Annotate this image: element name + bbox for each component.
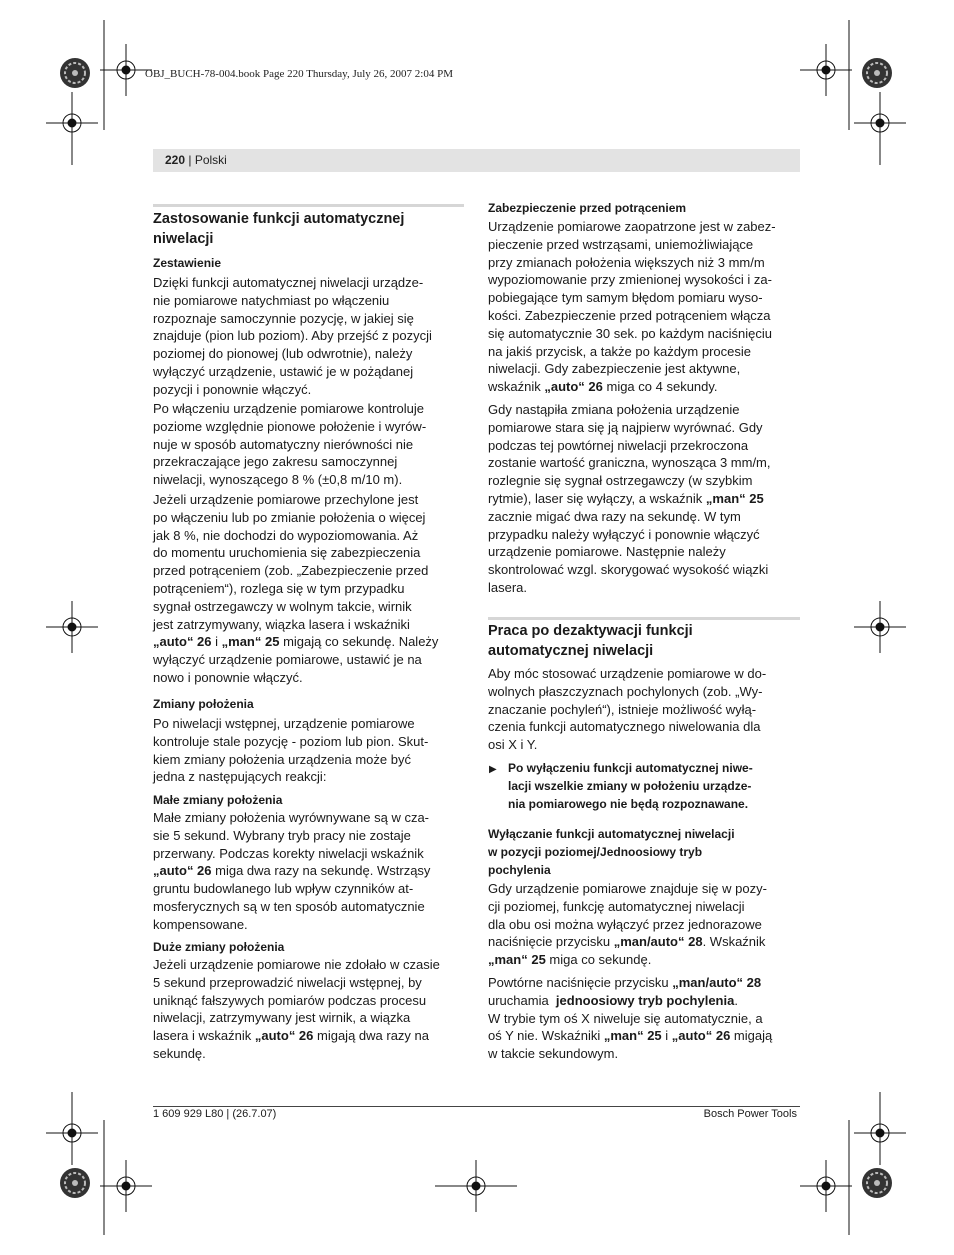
text-line: niwelacji, zatrzymywany jest wirnik, a wiązka: [153, 1010, 411, 1026]
text-line: Aby móc stosować urządzenie pomiarowe w do-: [488, 666, 767, 681]
text-run: migają dwa razy na: [313, 1028, 430, 1044]
text-line: [488, 992, 772, 1010]
text-line: [488, 951, 767, 969]
print-info: OBJ_BUCH-78-004.book Page 220 Thursday, July 26, 2007 2:04 PM: [145, 68, 454, 80]
text-line: poziomej do pionowej (lub odwrotnie), należy: [153, 346, 413, 362]
paragraph: [153, 956, 440, 1063]
text-line: na jakiś przycisk, a także po każdym procesie: [488, 343, 751, 359]
section-heading: [488, 621, 693, 661]
text-line: uniknąć fałszywych pomiarów podczas procesu: [153, 992, 427, 1008]
header-separator: |: [185, 153, 195, 167]
text-line: lacji wszelkie zmiany w położeniu urządze-: [508, 778, 752, 793]
text-line: przed potrąceniem (zob. „Zabezpieczenie przed: [153, 563, 429, 579]
heading-line: niwelacji: [153, 231, 214, 247]
button-ref: „man/auto“ 28: [672, 975, 762, 990]
text-line: nowo i ponownie włączyć.: [153, 669, 303, 685]
mode-ref: jednoosiowy tryb pochylenia: [555, 992, 735, 1008]
crosshair-icon: [800, 1160, 852, 1212]
crosshair-icon: [854, 601, 906, 653]
paragraph: [488, 218, 776, 396]
color-target-icon: [60, 1168, 90, 1198]
indicator-ref: „man“ 25: [705, 490, 764, 506]
text-line: wyłączyć urządzenie, ustawić je w pożądanej: [153, 363, 414, 379]
indicator-ref: „man“ 25: [221, 634, 280, 650]
indicator-ref: „man“ 25: [488, 952, 546, 968]
title-line: w pozycji poziomej/Jednoosiowy tryb: [488, 845, 703, 859]
section-rule: [488, 617, 800, 620]
heading-line: automatycznej niwelacji: [488, 643, 654, 659]
text-line: czenia funkcji automatycznego niwelowania dla: [488, 719, 761, 735]
header-language: Polski: [194, 153, 227, 167]
text-line: Gdy nastąpiła zmiana położenia urządzenie: [488, 402, 740, 417]
text-line: Jeżeli urządzenie pomiarowe przechylone jest: [153, 492, 419, 507]
text-line: nuje w sposób automatyczny nierówności nie: [153, 436, 414, 452]
text-line: nie pomiarowe natychmiast po włączeniu: [153, 292, 390, 308]
text-run: lasera i wskaźnik: [153, 1028, 255, 1044]
title-line: pochylenia: [488, 863, 551, 877]
text-line: sie 5 sekund. Wybrany tryb pracy nie zostaje: [153, 827, 411, 843]
paragraph: [488, 665, 766, 754]
text-line: wyłączyć urządzenie pomiarowe, ustawić je na: [153, 652, 422, 668]
paragraph: [153, 274, 432, 399]
text-line: jedna z następujących reakcji:: [153, 769, 327, 785]
text-run: oś Y nie. Wskaźniki: [488, 1028, 604, 1044]
crosshair-icon: [435, 1160, 517, 1212]
text-line: osi X i Y.: [488, 737, 538, 753]
text-run: . Wskaźnik: [702, 934, 766, 950]
subsection-title: Zabezpieczenie przed potrąceniem: [488, 201, 687, 215]
button-ref: „man/auto“ 28: [613, 934, 703, 950]
text-run: Powtórne naciśnięcie przycisku: [488, 975, 673, 990]
text-line: dla obu osi można wyłączyć przez jednorazowe: [488, 916, 762, 932]
text-line: Jeżeli urządzenie pomiarowe nie zdołało w czasie: [153, 957, 440, 972]
paragraph: [153, 715, 428, 786]
text-line: urządzenie pomiarowe. Następnie należy: [488, 544, 726, 560]
text-line: sygnał ostrzegawczy w wolnym takcie, wirnik: [153, 598, 412, 614]
text-line: pieczenie przed wstrząsami, uniemożliwiające: [488, 236, 754, 252]
text-line: po włączeniu lub po zmianie położenia o więcej: [153, 509, 426, 525]
text-run: i: [661, 1028, 672, 1044]
text-line: [488, 490, 771, 508]
paragraph: [153, 400, 426, 489]
text-line: [488, 1027, 772, 1045]
text-line: kiem zmiany położenia urządzenia może być: [153, 751, 411, 767]
text-line: mosferycznych są w ten sposób automatycznie: [153, 898, 425, 914]
text-line: Po włączeniu urządzenie pomiarowe kontroluje: [153, 401, 424, 416]
text-line: pozycji i ponownie włączyć.: [153, 381, 312, 397]
text-line: W trybie tym oś X niweluje się automatycznie, a: [488, 1010, 763, 1026]
text-line: [153, 633, 438, 651]
text-line: potrąceniem“), rozlega się w tym przypadku: [153, 580, 405, 596]
text-line: niwelacji, wynoszącego 8 % (±0,8 m/10 m).: [153, 472, 403, 488]
text-line: się automatycznie 30 sek. po każdym naciśnięciu: [488, 325, 772, 341]
footer-rule: [153, 1106, 800, 1107]
text-line: wolnych płaszczyznach pochylonych (zob. „Wy-: [488, 683, 763, 699]
paragraph: [488, 974, 772, 1063]
page-header: [153, 149, 800, 172]
footer-brand: Bosch Power Tools: [703, 1108, 797, 1120]
color-target-icon: [862, 1168, 892, 1198]
text-line: niwelacji. Gdy zabezpieczenie jest aktywne,: [488, 361, 741, 377]
indicator-ref: „auto“ 26: [153, 634, 212, 650]
text-run: wskaźnik: [488, 379, 545, 395]
heading-line: Praca po dezaktywacji funkcji: [488, 623, 693, 639]
text-line: [488, 378, 776, 396]
footer-doc-number: 1 609 929 L80 | (26.7.07): [153, 1108, 277, 1120]
text-run: miga co 4 sekundy.: [602, 379, 718, 395]
color-target-icon: [862, 58, 892, 88]
text-line: przerwany. Podczas korekty niwelacji wskaźnik: [153, 845, 424, 861]
crosshair-icon: [854, 1107, 906, 1159]
text-line: Po wyłączeniu funkcji automatycznej niwe-: [508, 761, 753, 775]
crosshair-icon: [100, 1160, 152, 1212]
subsection-title: Duże zmiany położenia: [153, 940, 285, 954]
text-line: przypadku należy wyłączyć i ponownie włączyć: [488, 526, 760, 542]
text-line: Po niwelacji wstępnej, urządzenie pomiarowe: [153, 716, 415, 731]
text-line: Dzięki funkcji automatycznej niwelacji urządze-: [153, 275, 424, 290]
text-line: poziome względnie pionowe położenie i wyrów-: [153, 418, 427, 434]
crosshair-icon: [800, 44, 852, 96]
indicator-ref: „man“ 25: [603, 1028, 662, 1044]
text-line: Małe zmiany położenia wyrównywane są w cza-: [153, 810, 430, 825]
indicator-ref: „auto“ 26: [671, 1028, 731, 1044]
indicator-ref: „auto“ 26: [254, 1028, 314, 1044]
color-target-icon: [60, 58, 90, 88]
text-line: zacznie migać dwa razy na sekundę. W tym: [488, 508, 741, 524]
header-text: [165, 153, 227, 167]
text-line: jak 8 %, nie dochodzi do wypoziomowania. Aż: [153, 527, 419, 543]
bullet-item: [508, 760, 753, 813]
text-line: pobiegające tym samym błędom pomiaru wyso-: [488, 290, 763, 306]
page-number: 220: [165, 153, 186, 167]
text-line: podczas tej powtórnej niwelacji przekroczona: [488, 437, 749, 453]
paragraph: [488, 401, 771, 597]
subsection-title: [488, 825, 735, 879]
section-rule: [153, 204, 464, 207]
title-line: Wyłączanie funkcji automatycznej niwelacji: [488, 827, 735, 841]
text-line: cji poziomej, funkcję automatycznej niwelacji: [488, 898, 745, 914]
crosshair-icon: [46, 97, 98, 149]
text-line: sekundę.: [153, 1045, 206, 1061]
text-line: [153, 862, 430, 880]
heading-line: Zastosowanie funkcji automatycznej: [153, 211, 405, 227]
text-line: do momentu uruchomienia się zabezpieczenia: [153, 545, 421, 561]
text-line: w takcie sekundowym.: [488, 1046, 619, 1062]
subsection-title: Zmiany położenia: [153, 697, 254, 711]
text-line: pomiarowe stara się ją najpierw wyrównać. Gdy: [488, 419, 763, 435]
text-run: i: [211, 634, 222, 650]
crosshair-icon: [854, 97, 906, 149]
text-line: jest zatrzymywany, wiązka lasera i wskaźniki: [153, 616, 410, 632]
text-line: Gdy urządzenie pomiarowe znajduje się w pozy-: [488, 881, 767, 896]
text-line: znajduje (pion lub poziom). Aby przejść z pozycji: [153, 328, 432, 344]
text-line: rozlegnie się sygnał ostrzegawczy (w szybkim: [488, 473, 753, 489]
subsection-title: Małe zmiany położenia: [153, 793, 283, 807]
text-line: rozpoznaje samoczynnie pozycję, w jakiej się: [153, 310, 414, 326]
text-line: przy zmianach położenia większych niż 3 mm/m: [488, 254, 765, 270]
text-line: gruntu budowlanego lub wpływ czynników at-: [153, 881, 414, 897]
text-line: zostanie wartość graniczna, wynosząca 3 mm/m,: [488, 455, 771, 471]
text-line: przekraczające jego zakresu samoczynnej: [153, 454, 398, 470]
text-run: migają: [730, 1028, 773, 1044]
bullet-arrow-icon: ▶: [489, 764, 497, 775]
text-run: uruchamia: [488, 992, 556, 1008]
crosshair-icon: [46, 1107, 98, 1159]
section-heading: [153, 209, 404, 249]
indicator-ref: „auto“ 26: [153, 863, 212, 879]
text-line: kontroluje stale pozycję - poziom lub pion. Skut-: [153, 733, 429, 749]
text-line: [153, 1027, 440, 1045]
text-line: Urządzenie pomiarowe zaopatrzone jest w zabez-: [488, 219, 776, 234]
text-run: rytmie), laser się wyłączy, a wskaźnik: [488, 490, 706, 506]
text-run: miga co sekundę.: [545, 952, 652, 968]
text-line: kości. Zabezpieczenie przed potrąceniem włącza: [488, 307, 771, 323]
text-line: [488, 974, 772, 992]
text-run: .: [734, 992, 738, 1008]
text-line: znaczanie pochyleń“), istnieje możliwość wyłą-: [488, 701, 757, 717]
text-line: 5 sekund przeprowadzić niwelacji wstępnej, by: [153, 974, 422, 990]
paragraph: [153, 809, 430, 934]
crosshair-icon: [46, 601, 98, 653]
text-line: nia pomiarowego nie będą rozpoznawane.: [508, 796, 749, 811]
paragraph: [488, 880, 767, 969]
subsection-title: Zestawienie: [153, 256, 222, 270]
text-line: skontrolować wzgl. skorygować wysokość wiązki: [488, 562, 769, 578]
text-run: miga dwa razy na sekundę. Wstrząsy: [211, 863, 431, 879]
text-line: [488, 933, 767, 951]
text-run: migają co sekundę. Należy: [279, 634, 439, 650]
paragraph: [153, 491, 438, 687]
indicator-ref: „auto“ 26: [544, 379, 603, 395]
text-line: wypoziomowanie przy zmienionej wysokości i za-: [488, 272, 772, 288]
text-line: lasera.: [488, 579, 528, 595]
text-line: kompensowane.: [153, 916, 248, 932]
text-run: naciśnięcie przycisku: [488, 934, 614, 950]
